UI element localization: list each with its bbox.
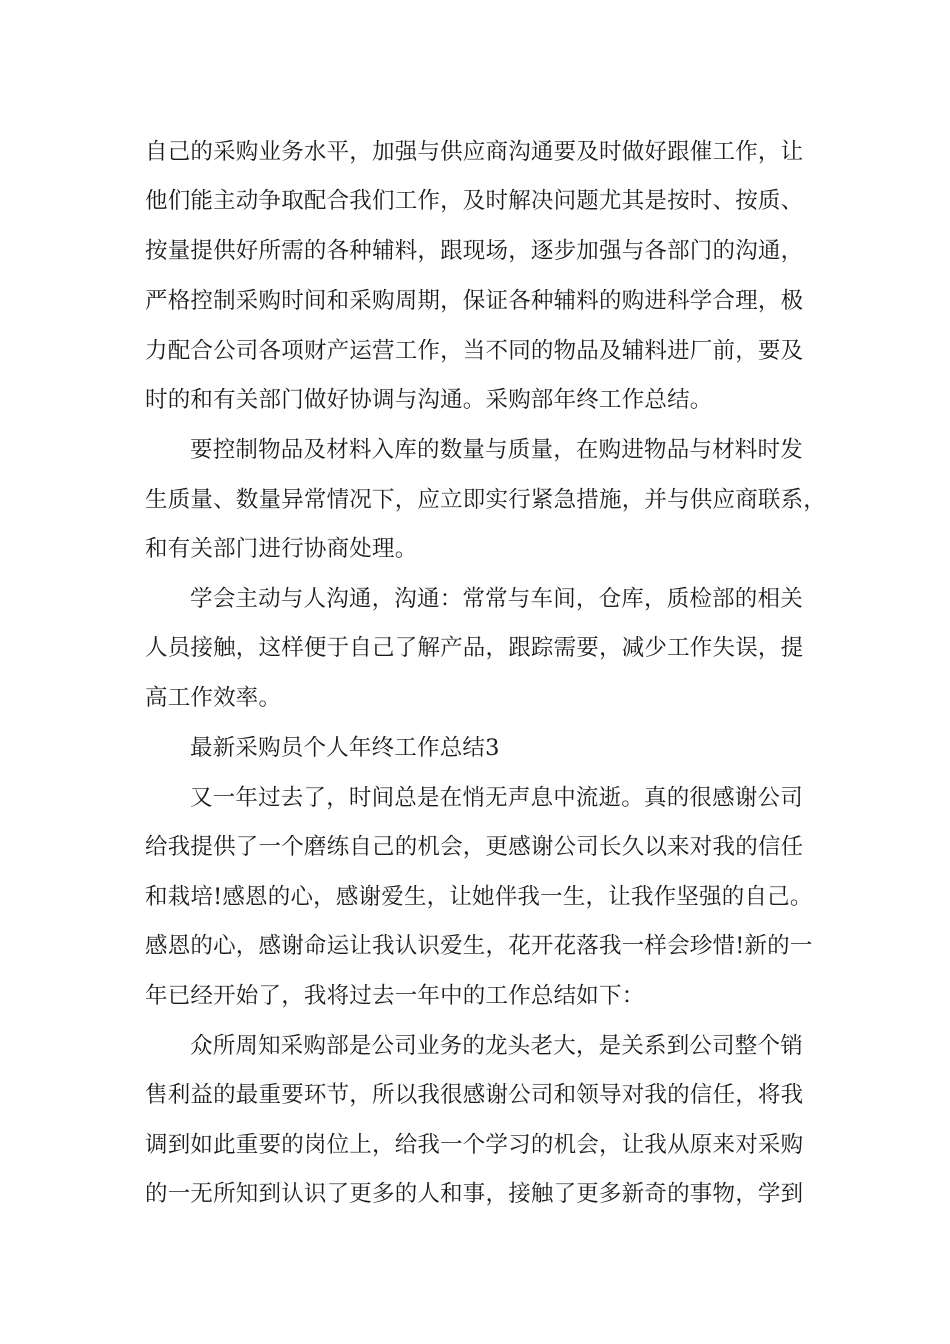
text-line: 调到如此重要的岗位上，给我一个学习的机会，让我从原来对采购 xyxy=(145,1132,804,1158)
text-line: 给我提供了一个磨练自己的机会，更感谢公司长久以来对我的信任 xyxy=(145,834,804,860)
text-line: 时的和有关部门做好协调与沟通。采购部年终工作总结。 xyxy=(145,387,713,413)
paragraph-first-line: 众所周知采购部是公司业务的龙头老大，是关系到公司整个销 xyxy=(190,1033,803,1059)
text-line: 他们能主动争取配合我们工作，及时解决问题尤其是按时、按质、 xyxy=(145,188,804,214)
text-line: 高工作效率。 xyxy=(145,685,282,711)
text-line: 自己的采购业务水平，加强与供应商沟通要及时做好跟催工作，让 xyxy=(145,139,804,165)
text-line: 按量提供好所需的各种辅料，跟现场，逐步加强与各部门的沟通， xyxy=(145,238,804,264)
text-line: 感恩的心，感谢命运让我认识爱生，花开花落我一样会珍惜!新的一 xyxy=(145,933,813,959)
text-line: 和栽培!感恩的心，感谢爱生，让她伴我一生，让我作坚强的自己。 xyxy=(145,884,813,910)
section-heading: 最新采购员个人年终工作总结3 xyxy=(190,735,500,761)
paragraph-first-line: 学会主动与人沟通，沟通：常常与车间，仓库，质检部的相关 xyxy=(190,586,803,612)
text-line: 的一无所知到认识了更多的人和事，接触了更多新奇的事物，学到 xyxy=(145,1181,804,1207)
text-line: 生质量、数量异常情况下，应立即实行紧急措施，并与供应商联系， xyxy=(145,487,827,513)
paragraph-first-line: 又一年过去了，时间总是在悄无声息中流逝。真的很感谢公司 xyxy=(190,785,803,811)
text-line: 力配合公司各项财产运营工作，当不同的物品及辅料进厂前，要及 xyxy=(145,338,804,364)
text-line: 和有关部门进行协商处理。 xyxy=(145,536,418,562)
text-line: 年已经开始了，我将过去一年中的工作总结如下： xyxy=(145,983,645,1009)
text-line: 人员接触，这样便于自己了解产品，跟踪需要，减少工作失误，提 xyxy=(145,635,804,661)
paragraph-first-line: 要控制物品及材料入库的数量与质量，在购进物品与材料时发 xyxy=(190,437,803,463)
text-line: 严格控制采购时间和采购周期，保证各种辅料的购进科学合理，极 xyxy=(145,288,804,314)
text-line: 售利益的最重要环节，所以我很感谢公司和领导对我的信任，将我 xyxy=(145,1082,804,1108)
